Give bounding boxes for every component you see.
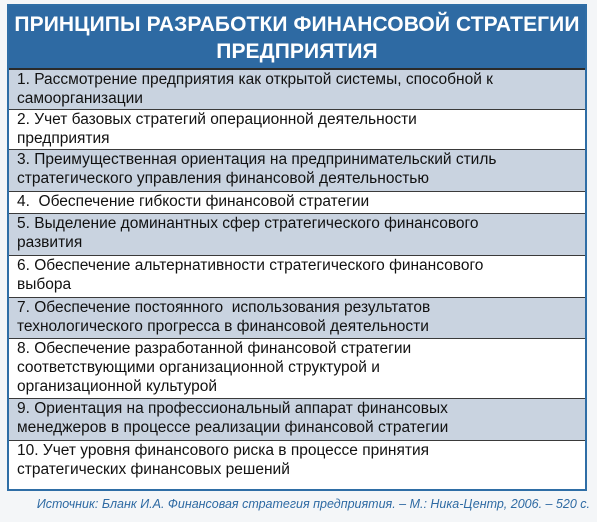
table-header [9,6,585,68]
principle-9: 9. Ориентация на профессиональный аппарат финансовых менеджеров в процессе реализации финансовой стратегии [17,400,449,436]
table-row [9,441,585,482]
table-row [9,256,585,298]
principle-8: 8. Обеспечение разработанной финансовой стратегии соответствующими организационной структурой и организационной культурой [17,340,412,395]
source-citation: Источник: Бланк И.А. Финансовая стратегия предприятия. – М.: Ника-Центр, 2006. – 520 с. [36,497,590,511]
principle-1: 1. Рассмотрение предприятия как открытой системы, способной к самоорганизации [17,71,493,107]
table-row [9,298,585,339]
table-row [9,110,585,150]
principle-4: 4. Обеспечение гибкости финансовой стратегии [17,193,370,210]
principles-table [7,4,587,491]
table-row [9,214,585,256]
table-title-line-2: ПРЕДПРИЯТИЯ [216,40,378,63]
table-row [9,339,585,399]
principle-3: 3. Преимущественная ориентация на предпринимательский стиль стратегического управления финансовой деятельностью [17,151,497,187]
table-row [9,70,585,110]
table-body [9,68,585,482]
principle-7: 7. Обеспечение постоянного использования результатов технологического прогресса в финансовой деятельности [17,299,431,335]
principle-6: 6. Обеспечение альтернативности стратегического финансового выбора [17,257,484,293]
table-row [9,192,585,214]
table-title-line-1: ПРИНЦИПЫ РАЗРАБОТКИ ФИНАНСОВОЙ СТРАТЕГИИ [14,13,580,36]
table-row [9,150,585,192]
principle-10: 10. Учет уровня финансового риска в процессе принятия стратегических финансовых решений [17,442,429,478]
principle-5: 5. Выделение доминантных сфер стратегического финансового развития [17,215,479,251]
table-row [9,399,585,441]
principle-2: 2. Учет базовых стратегий операционной деятельности предприятия [17,111,417,147]
